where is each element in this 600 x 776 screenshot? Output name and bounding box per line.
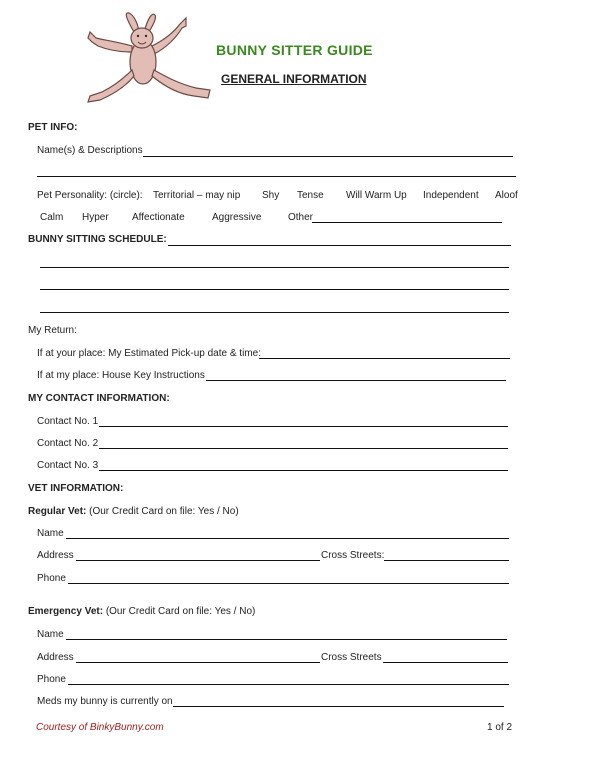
- vet-address-field[interactable]: [76, 560, 320, 561]
- vet-address-label: Address: [37, 550, 74, 561]
- emergency-cross-streets-label: Cross Streets: [321, 652, 382, 663]
- names-field[interactable]: [143, 156, 513, 157]
- emergency-vet-note: (Our Credit Card on file: Yes / No): [103, 606, 256, 617]
- pickup-field[interactable]: [259, 358, 510, 359]
- emergency-phone-label: Phone: [37, 674, 66, 685]
- names-field-2[interactable]: [37, 176, 516, 177]
- trait-option[interactable]: Aggressive: [212, 212, 262, 223]
- page-title: BUNNY SITTER GUIDE: [216, 42, 373, 58]
- regular-vet-label: Regular Vet:: [28, 506, 87, 517]
- emergency-cross-streets-field[interactable]: [383, 662, 508, 663]
- trait-option[interactable]: Aloof: [495, 190, 518, 201]
- trait-option[interactable]: Shy: [262, 190, 280, 201]
- emergency-name-label: Name: [37, 629, 64, 640]
- vet-heading: VET INFORMATION:: [28, 483, 124, 494]
- contact-label: Contact No. 2: [37, 438, 99, 449]
- other-trait-field[interactable]: [312, 222, 502, 223]
- emergency-address-field[interactable]: [76, 662, 320, 663]
- pickup-label: If at your place: My Estimated Pick-up date & time:: [37, 348, 261, 359]
- emergency-address-label: Address: [37, 652, 74, 663]
- vet-phone-label: Phone: [37, 573, 66, 584]
- meds-field[interactable]: [173, 706, 504, 707]
- trait-option[interactable]: Calm: [40, 212, 64, 223]
- trait-option[interactable]: Other: [288, 212, 314, 223]
- meds-label: Meds my bunny is currently on: [37, 696, 173, 707]
- cross-streets-field[interactable]: [384, 560, 509, 561]
- personality-label: Pet Personality: (circle):: [37, 190, 143, 201]
- vet-name-label: Name: [37, 528, 64, 539]
- contact-label: Contact No. 3: [37, 460, 99, 471]
- pet-info-heading: PET INFO:: [28, 122, 78, 133]
- contact-field[interactable]: [99, 426, 508, 427]
- emergency-vet-label: Emergency Vet:: [28, 606, 104, 617]
- bunny-illustration: [82, 12, 222, 108]
- contact-field[interactable]: [99, 448, 508, 449]
- key-field[interactable]: [206, 380, 506, 381]
- vet-phone-field[interactable]: [68, 583, 509, 584]
- vet-name-field[interactable]: [66, 538, 509, 539]
- emergency-phone-field[interactable]: [68, 684, 509, 685]
- trait-option[interactable]: Territorial – may nip: [153, 190, 241, 201]
- schedule-field[interactable]: [40, 267, 509, 268]
- regular-vet-note: (Our Credit Card on file: Yes / No): [86, 506, 239, 517]
- trait-option[interactable]: Will Warm Up: [346, 190, 407, 201]
- emergency-vet-heading: [28, 606, 255, 617]
- trait-option[interactable]: Independent: [423, 190, 479, 201]
- return-heading: My Return:: [28, 325, 77, 336]
- emergency-name-field[interactable]: [66, 639, 507, 640]
- contact-label: Contact No. 1: [37, 416, 99, 427]
- schedule-heading: BUNNY SITTING SCHEDULE:: [28, 234, 167, 245]
- schedule-field[interactable]: [40, 312, 509, 313]
- trait-option[interactable]: Hyper: [82, 212, 109, 223]
- regular-vet-heading: [28, 506, 239, 517]
- section-subtitle: GENERAL INFORMATION: [221, 72, 367, 86]
- trait-option[interactable]: Tense: [297, 190, 324, 201]
- cross-streets-label: Cross Streets:: [321, 550, 385, 561]
- page-number: 1 of 2: [487, 722, 513, 733]
- contact-heading: MY CONTACT INFORMATION:: [28, 393, 170, 404]
- key-label: If at my place: House Key Instructions: [37, 370, 205, 381]
- courtesy-text: Courtesy of BinkyBunny.com: [36, 722, 164, 733]
- contact-field[interactable]: [99, 470, 508, 471]
- trait-option[interactable]: Affectionate: [132, 212, 185, 223]
- schedule-field[interactable]: [40, 289, 509, 290]
- schedule-field[interactable]: [168, 245, 511, 246]
- names-label: Name(s) & Descriptions: [37, 145, 143, 156]
